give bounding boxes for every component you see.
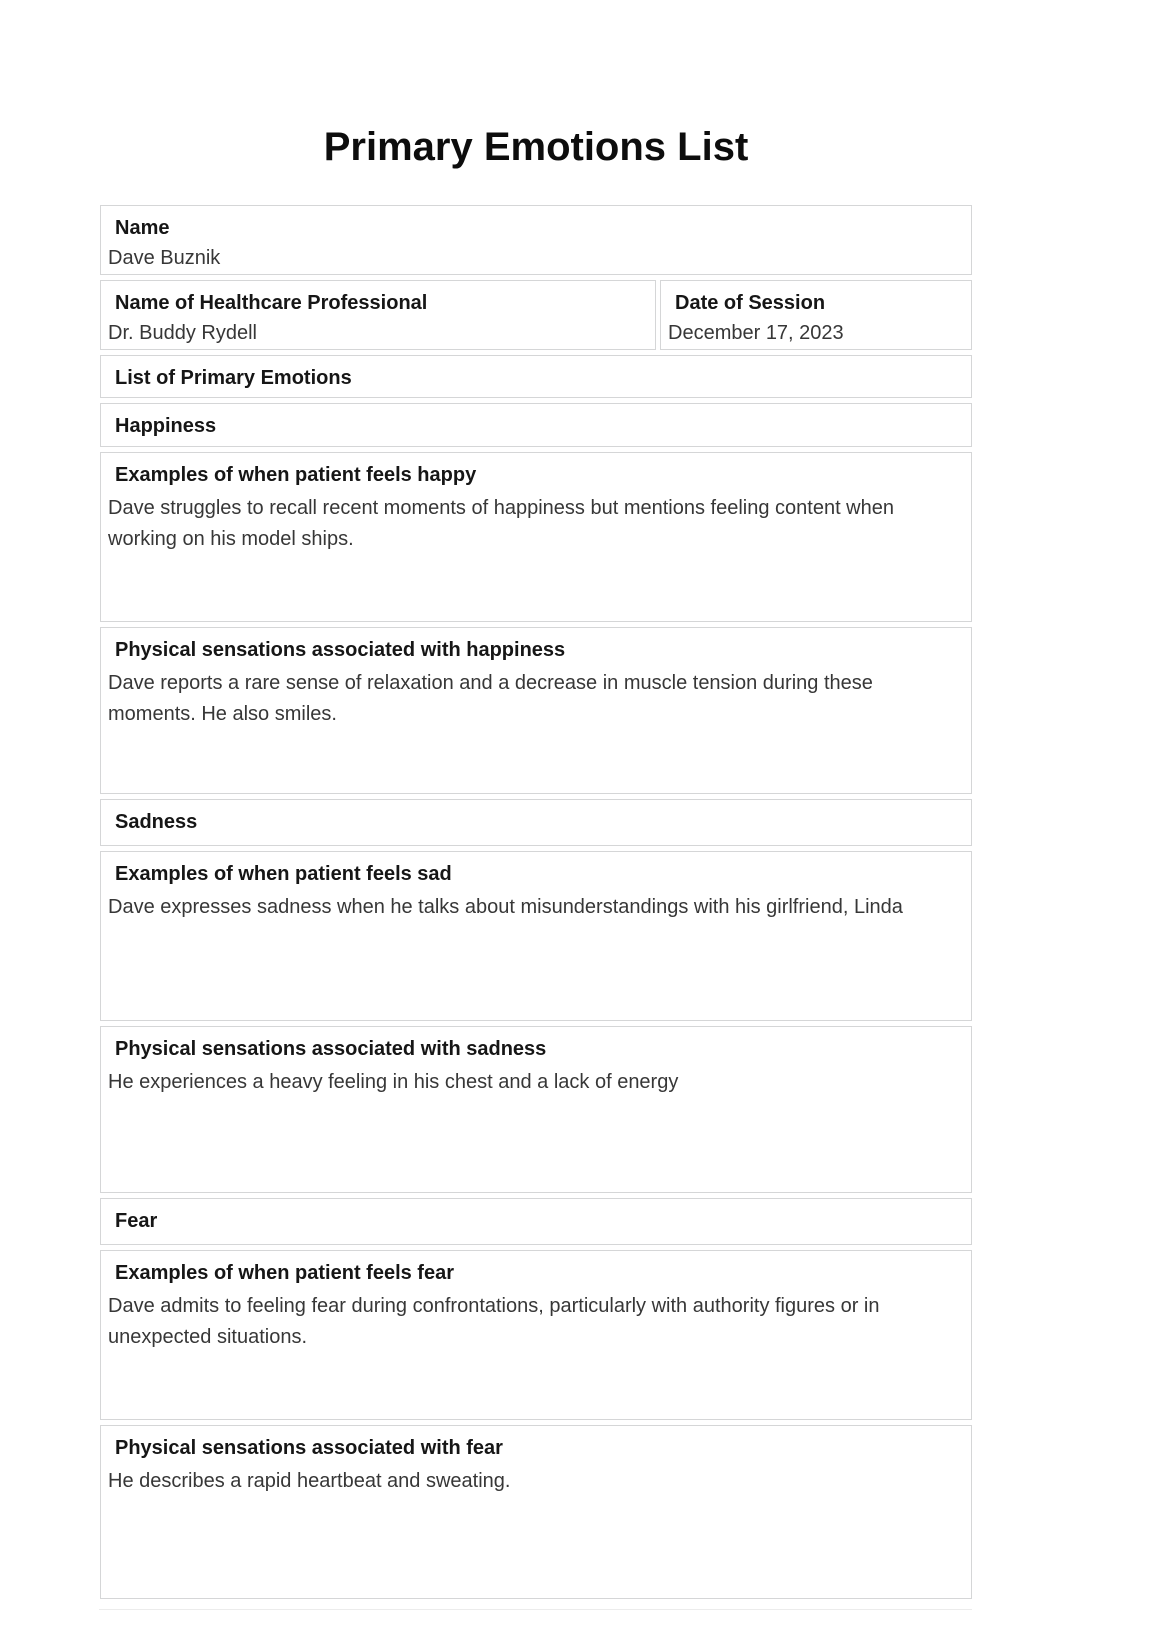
examples-row — [100, 452, 972, 622]
happiness-sensations-cell — [100, 627, 972, 794]
sensations-row — [100, 1026, 972, 1193]
emotion-name-row — [100, 1198, 972, 1245]
emotion-name-row — [100, 403, 972, 447]
patient-name-value: Dave Buznik — [108, 247, 221, 269]
fear-examples-cell — [100, 1250, 972, 1420]
sadness-sensations-text: He experiences a heavy feeling in his chest and a lack of energy — [108, 1071, 679, 1093]
emotion-fear-cell — [100, 1198, 972, 1245]
patient-name-label: Name — [115, 217, 170, 239]
list-header-row — [100, 355, 972, 398]
patient-name-cell — [100, 205, 972, 275]
healthcare-professional-label: Name of Healthcare Professional — [115, 292, 428, 314]
happiness-examples-label: Examples of when patient feels happy — [115, 464, 477, 486]
list-header-cell — [100, 355, 972, 398]
sadness-examples-text: Dave expresses sadness when he talks about misunderstandings with his girlfriend, Linda — [108, 896, 903, 918]
fear-sensations-text: He describes a rapid heartbeat and sweating. — [108, 1470, 511, 1492]
healthcare-professional-cell — [100, 280, 656, 350]
sadness-examples-label: Examples of when patient feels sad — [115, 863, 452, 885]
examples-row — [100, 851, 972, 1021]
examples-row — [100, 1250, 972, 1420]
emotion-sadness-label: Sadness — [115, 811, 198, 833]
sadness-examples-cell — [100, 851, 972, 1021]
list-header-label: List of Primary Emotions — [115, 367, 352, 389]
fear-sensations-label: Physical sensations associated with fear — [115, 1437, 503, 1459]
happiness-examples-cell — [100, 452, 972, 622]
happiness-examples-text: Dave struggles to recall recent moments of happiness but mentions feeling content when working on his model ships. — [108, 497, 894, 550]
fear-sensations-cell — [100, 1425, 972, 1599]
sadness-sensations-cell — [100, 1026, 972, 1193]
page-title: Primary Emotions List — [323, 124, 749, 169]
page-break-line — [99, 1609, 972, 1610]
emotions-form — [100, 205, 972, 1599]
sadness-sensations-label: Physical sensations associated with sadness — [115, 1038, 547, 1060]
session-date-value: December 17, 2023 — [668, 322, 844, 344]
healthcare-professional-value: Dr. Buddy Rydell — [108, 322, 257, 344]
fear-examples-text: Dave admits to feeling fear during confrontations, particularly with authority figures or in unexpected situations. — [108, 1295, 880, 1348]
professional-session-row — [100, 280, 972, 350]
emotion-name-row — [100, 799, 972, 846]
sensations-row — [100, 1425, 972, 1599]
session-date-label: Date of Session — [675, 292, 826, 314]
emotion-fear-label: Fear — [115, 1210, 158, 1232]
happiness-sensations-text: Dave reports a rare sense of relaxation and a decrease in muscle tension during these moments. He also smiles. — [108, 672, 873, 725]
fear-examples-label: Examples of when patient feels fear — [115, 1262, 454, 1284]
session-date-cell — [660, 280, 972, 350]
emotion-happiness-label: Happiness — [115, 415, 217, 437]
emotion-sadness-cell — [100, 799, 972, 846]
happiness-sensations-label: Physical sensations associated with happiness — [115, 639, 566, 661]
emotion-happiness-cell — [100, 403, 972, 447]
sensations-row — [100, 627, 972, 794]
patient-name-row — [100, 205, 972, 275]
